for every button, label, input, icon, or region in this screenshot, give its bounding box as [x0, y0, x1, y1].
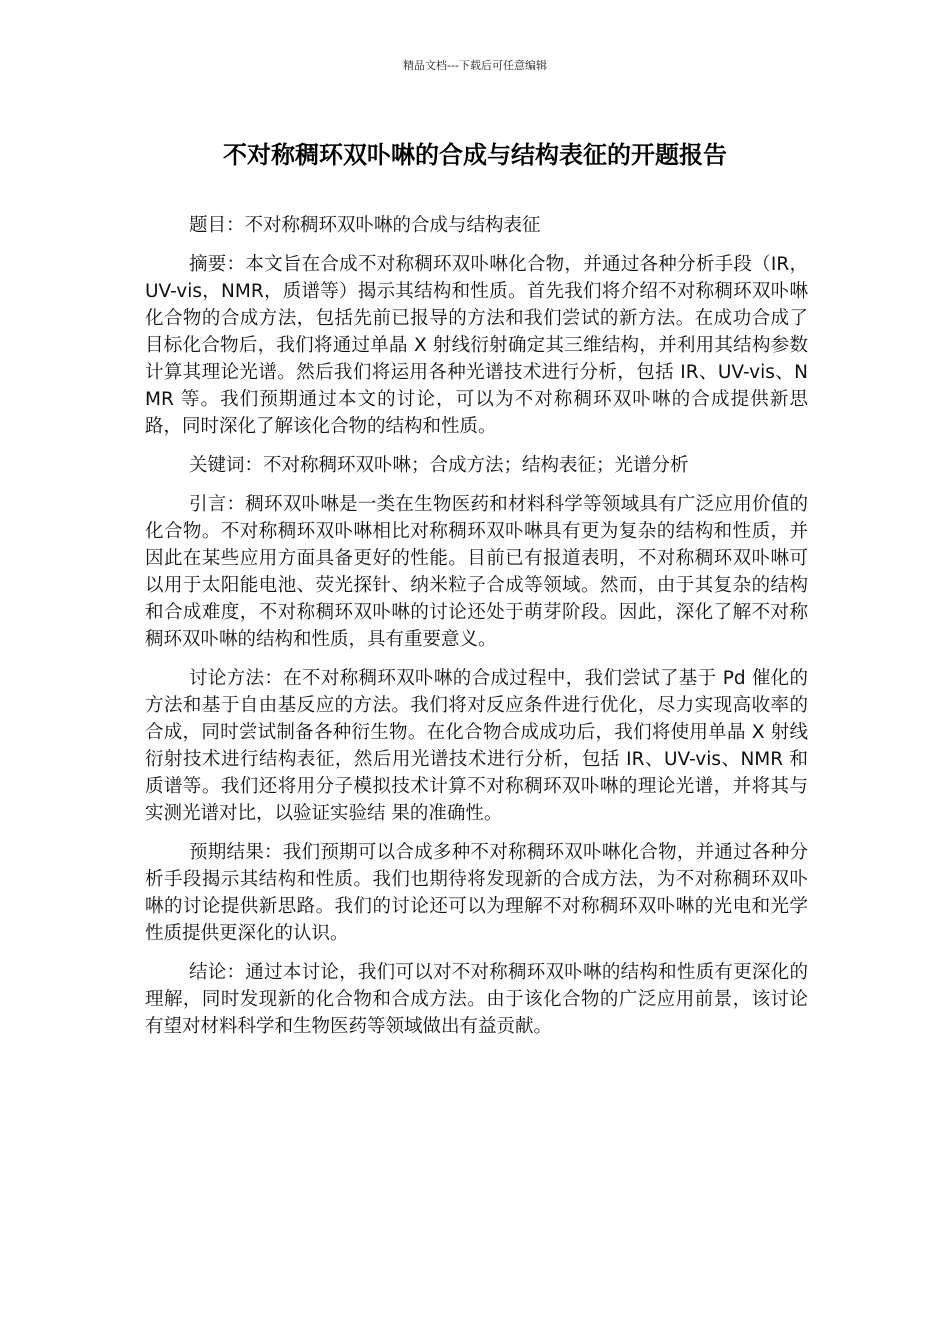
document-title: 不对称稠环双卟啉的合成与结构表征的开题报告	[223, 141, 727, 169]
document-body	[145, 212, 808, 1052]
paragraph-abstract: 摘要：本文旨在合成不对称稠环双卟啉化合物，并通过各种分析手段（IR，UV-vis，NMR，质谱等）揭示其结构和性质。首先我们将介绍不对称稠环双卟啉化合物的合成方法，包括先前已报导的方法和我们尝试的新方法。在成功合成了目标化合物后，我们将通过单晶 X 射线衍射确定其三维结构，并利用其结构参数计算其理论光谱。然后我们将运用各种光谱技术进行分析，包括 IR、UV-vis、NMR 等。我们预期通过本文的讨论，可以为不对称稠环双卟啉的合成提供新思路，同时深化了解该化合物的结构和性质。	[145, 254, 808, 437]
paragraph-introduction: 引言：稠环双卟啉是一类在生物医药和材料科学等领域具有广泛应用价值的化合物。不对称稠环双卟啉相比对称稠环双卟啉具有更为复杂的结构和性质，并因此在某些应用方面具备更好的性能。目前已有报道表明，不对称稠环双卟啉可以用于太阳能电池、荧光探针、纳米粒子合成等领域。然而，由于其复杂的结构和合成难度，不对称稠环双卟啉的讨论还处于萌芽阶段。因此，深化了解不对称稠环双卟啉的结构和性质，具有重要意义。	[145, 494, 808, 650]
paragraph-keywords: 关键词：不对称稠环双卟啉；合成方法；结构表征；光谱分析	[189, 455, 689, 476]
paragraph-expected-results: 预期结果：我们预期可以合成多种不对称稠环双卟啉化合物，并通过各种分析手段揭示其结构和性质。我们也期待将发现新的合成方法，为不对称稠环双卟啉的讨论提供新思路。我们的讨论还可以为理解不对称稠环双卟啉的光电和光学性质提供更深化的认识。	[145, 842, 808, 944]
paragraph-methods: 讨论方法：在不对称稠环双卟啉的合成过程中，我们尝试了基于 Pd 催化的方法和基于自由基反应的方法。我们将对反应条件进行优化，尽力实现高收率的合成，同时尝试制备各种衍生物。在化合物合成成功后，我们将使用单晶 X 射线衍射技术进行结构表征，然后用光谱技术进行分析，包括 IR、UV-vis、NMR 和质谱等。我们还将用分子模拟技术计算不对称稠环双卟啉的理论光谱，并将其与实测光谱对比，以验证实验结 果的准确性。	[145, 668, 808, 824]
paragraph-topic: 题目：不对称稠环双卟啉的合成与结构表征	[189, 215, 541, 236]
header-note: 精品文档---下载后可任意编辑	[403, 59, 547, 72]
paragraph-conclusion: 结论：通过本讨论，我们可以对不对称稠环双卟啉的结构和性质有更深化的理解，同时发现新的化合物和合成方法。由于该化合物的广泛应用前景，该讨论有望对材料科学和生物医药等领域做出有益贡献。	[145, 962, 808, 1037]
